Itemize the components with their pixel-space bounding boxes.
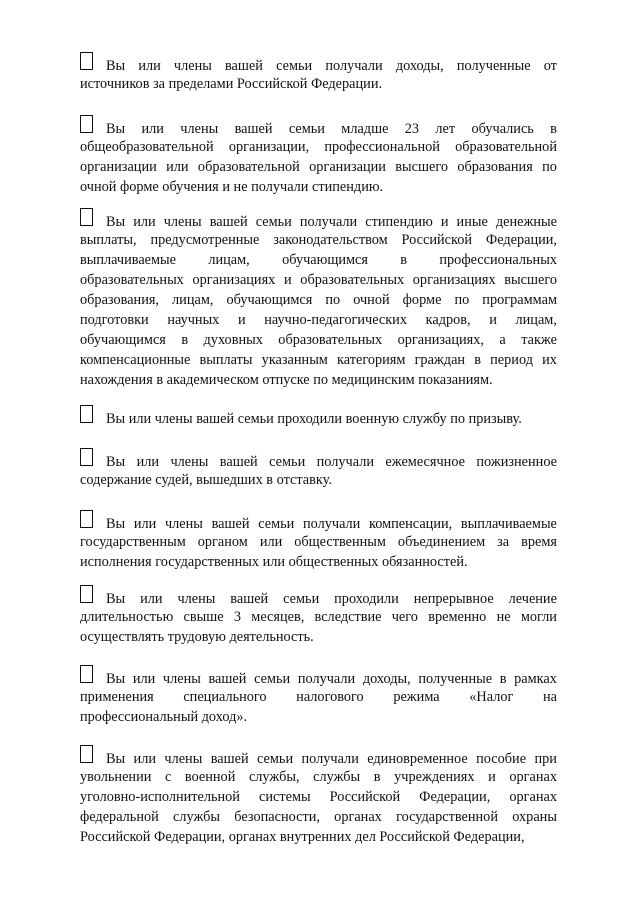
word: получали	[316, 454, 374, 470]
checkbox[interactable]	[80, 510, 93, 528]
word: Федерации,	[485, 232, 557, 248]
word: члены	[164, 751, 203, 767]
item-text: Вы или члены вашей семьи проходили военную службу по призыву.	[106, 411, 522, 427]
word: свыше	[183, 609, 224, 625]
word: лицам,	[515, 312, 557, 328]
word: обучающимся	[80, 332, 166, 348]
word: 23	[404, 121, 420, 137]
item-text-line	[80, 532, 557, 552]
word: вашей	[208, 671, 247, 687]
item-text-line	[80, 687, 557, 707]
item-text-line	[80, 767, 557, 787]
word: Вы	[106, 58, 126, 74]
word: военной	[184, 769, 236, 785]
word: получали	[325, 58, 383, 74]
word: и	[440, 214, 449, 230]
checkbox-item	[80, 448, 557, 490]
word: очной	[353, 292, 390, 308]
word: обучающимся	[226, 292, 313, 308]
word: получали	[302, 516, 361, 532]
word: вследствие	[314, 609, 382, 625]
item-text-line	[80, 270, 557, 290]
word: выплачиваемые	[460, 516, 557, 532]
word: или	[136, 454, 160, 470]
word: ежемесячное	[385, 454, 465, 470]
word: Вы	[106, 671, 126, 687]
item-text-line	[80, 330, 557, 350]
item-text	[106, 514, 557, 534]
word: доходы,	[395, 58, 444, 74]
word: службы	[313, 769, 361, 785]
word: форме	[402, 292, 442, 308]
word: научных	[167, 312, 220, 328]
word: образования	[457, 159, 533, 175]
word: учреждениях	[394, 769, 475, 785]
checkbox[interactable]	[80, 448, 93, 466]
word: рамках	[514, 671, 557, 687]
word: службы,	[248, 769, 300, 785]
word: лицам,	[172, 292, 214, 308]
word: организации	[80, 159, 157, 175]
word: при	[534, 751, 557, 767]
word: высшего	[395, 159, 448, 175]
item-text-line: очной форме обучения и не получали стипендию.	[80, 179, 384, 195]
word: обучающимся	[282, 252, 368, 268]
word: или	[166, 159, 189, 175]
item-text-line	[80, 157, 557, 177]
word: применения	[80, 689, 154, 705]
word: семьи	[257, 751, 294, 767]
checkbox-item	[80, 405, 557, 427]
item-text	[106, 56, 557, 76]
item-text-line	[80, 585, 557, 605]
word: федеральной	[80, 809, 159, 825]
word: месяцев,	[251, 609, 305, 625]
word: временно	[428, 609, 487, 625]
item-text	[106, 589, 557, 609]
word: высшего	[504, 272, 557, 288]
word: категориям	[337, 352, 406, 368]
word: вашей	[219, 454, 258, 470]
item-text-line	[80, 807, 557, 827]
word: от	[543, 58, 557, 74]
word: непрерывное	[413, 591, 494, 607]
item-text-line	[80, 137, 557, 157]
word: компенсационные	[80, 352, 191, 368]
checkbox-item	[80, 115, 557, 197]
word: полученные	[456, 58, 531, 74]
word: выплаты	[199, 352, 253, 368]
word: или	[138, 58, 161, 74]
word: длительностью	[80, 609, 174, 625]
word: режима	[393, 689, 440, 705]
word: члены	[170, 454, 209, 470]
item-text-line: нахождения в академическом отпуске по медицинским показаниям.	[80, 372, 493, 388]
word: денежные	[495, 214, 557, 230]
word: их	[542, 352, 557, 368]
word: лечение	[508, 591, 557, 607]
word: и	[283, 272, 292, 288]
checkbox[interactable]	[80, 585, 93, 603]
word: могли	[520, 609, 557, 625]
word: безопасности,	[234, 809, 320, 825]
word: по	[454, 292, 470, 308]
word: общественным	[294, 534, 386, 550]
word: члены	[164, 516, 203, 532]
word: выплаты,	[80, 232, 137, 248]
checkbox[interactable]	[80, 208, 93, 226]
word: члены	[177, 591, 216, 607]
item-text-line	[80, 665, 557, 685]
item-text-line: профессиональный доход».	[80, 709, 248, 725]
word: системы	[259, 789, 311, 805]
word: профессиональных	[439, 252, 557, 268]
word: специального	[183, 689, 267, 705]
word: Федерации,	[419, 789, 491, 805]
checkbox-item	[80, 585, 557, 647]
word: подготовки	[80, 312, 149, 328]
checkbox-item	[80, 510, 557, 572]
word: вашей	[211, 516, 250, 532]
item-text-line	[80, 230, 557, 250]
word: образования,	[80, 292, 159, 308]
word: образовательной	[197, 159, 300, 175]
word: образовательных	[300, 272, 405, 288]
word: члены	[163, 214, 202, 230]
word: «Налог	[469, 689, 514, 705]
checkbox-item	[80, 745, 557, 847]
checkbox[interactable]	[80, 405, 93, 423]
word: налогового	[296, 689, 364, 705]
checkbox-item	[80, 208, 557, 390]
word: в	[550, 121, 557, 137]
word: по	[542, 159, 557, 175]
item-text	[106, 669, 557, 689]
word: вашей	[210, 751, 249, 767]
item-text-line	[80, 448, 557, 468]
word: уголовно-исполнительной	[80, 789, 240, 805]
word: охраны	[512, 809, 557, 825]
word: организации,	[228, 139, 310, 155]
word: государственной	[396, 809, 498, 825]
word: или	[141, 121, 164, 137]
word: или	[133, 516, 157, 532]
word: образовательной	[455, 139, 557, 155]
word: также	[521, 332, 557, 348]
word: или	[133, 751, 156, 767]
item-text	[106, 749, 557, 769]
word: предусмотренные	[150, 232, 260, 248]
item-text	[106, 212, 557, 232]
word: Российской	[329, 789, 401, 805]
word: органом	[197, 534, 248, 550]
word: с	[164, 769, 172, 785]
word: в	[400, 252, 408, 268]
word: кадров,	[425, 312, 471, 328]
word: пожизненное	[476, 454, 557, 470]
item-text	[106, 452, 557, 472]
word: компенсации,	[369, 516, 453, 532]
word: граждан	[414, 352, 466, 368]
item-text-line	[80, 208, 557, 228]
word: семьи	[258, 516, 295, 532]
word: выплачиваемые	[80, 252, 177, 268]
word: младше	[341, 121, 389, 137]
word: семьи	[276, 58, 313, 74]
word: на	[542, 689, 557, 705]
word: органах	[509, 789, 557, 805]
word: Вы	[106, 516, 126, 532]
word: лет	[435, 121, 456, 137]
word: проходили	[334, 591, 399, 607]
word: программам	[482, 292, 557, 308]
word: или	[133, 214, 156, 230]
word: указанным	[261, 352, 328, 368]
word: семьи	[255, 214, 292, 230]
word: и	[488, 769, 496, 785]
word: по	[325, 292, 341, 308]
word: Российской	[401, 232, 473, 248]
word: семьи	[254, 671, 291, 687]
item-text-line: исполнения государственных или общественных обязанностей.	[80, 554, 468, 570]
item-text-line	[80, 405, 557, 425]
word: вашей	[225, 58, 263, 74]
item-text-line	[80, 290, 557, 310]
word: образовательных	[278, 332, 383, 348]
word: иные	[456, 214, 488, 230]
word: чего	[391, 609, 418, 625]
word: службы	[173, 809, 221, 825]
word: 3	[233, 609, 242, 625]
item-text-line	[80, 115, 557, 135]
item-text-line	[80, 607, 557, 627]
word: стипендию	[365, 214, 433, 230]
word: в	[373, 769, 381, 785]
checkbox-item	[80, 665, 557, 727]
checkbox[interactable]	[80, 665, 93, 683]
item-text-line: осуществлять трудовую деятельность.	[80, 629, 314, 645]
item-text-line	[80, 310, 557, 330]
word: в	[181, 332, 189, 348]
word: семьи	[288, 121, 325, 137]
word: образовательных	[80, 272, 184, 288]
word: пособие	[476, 751, 527, 767]
word: единовременное	[367, 751, 468, 767]
word: в	[474, 352, 481, 368]
item-text	[106, 119, 557, 139]
word: вашей	[234, 121, 273, 137]
word: члены	[180, 121, 219, 137]
word: семьи	[283, 591, 320, 607]
word: профессиональной	[324, 139, 440, 155]
item-text-line: Российской Федерации, органах внутренних дел Российской Федерации,	[80, 829, 525, 845]
word: семьи	[269, 454, 306, 470]
word: получали	[297, 671, 356, 687]
item-text-line	[80, 787, 557, 807]
checkbox[interactable]	[80, 115, 93, 133]
word: обучались	[471, 121, 534, 137]
word: объединением	[397, 534, 486, 550]
word: организации	[309, 159, 386, 175]
word: или	[132, 671, 156, 687]
word: организациях	[412, 272, 496, 288]
word: Вы	[106, 751, 126, 767]
word: Вы	[106, 121, 126, 137]
word: и	[489, 312, 497, 328]
item-text-line	[80, 745, 557, 765]
word: и	[237, 312, 246, 328]
word: период	[490, 352, 533, 368]
word: организациях,	[397, 332, 484, 348]
checkbox-item	[80, 52, 557, 94]
word: в	[499, 671, 507, 687]
word: научно-педагогических	[264, 312, 407, 328]
word: полученные	[418, 671, 493, 687]
word: общеобразовательной	[80, 139, 214, 155]
word: законодательством	[273, 232, 388, 248]
item-text-line: содержание судей, вышедших в отставку.	[80, 472, 332, 488]
item-text-line	[80, 250, 557, 270]
word: увольнении	[80, 769, 152, 785]
word: организациях	[192, 272, 276, 288]
word: доходы,	[362, 671, 411, 687]
word: лицам,	[208, 252, 250, 268]
word: Вы	[106, 454, 126, 470]
word: получали	[299, 214, 358, 230]
word: государственным	[80, 534, 186, 550]
word: или	[259, 534, 283, 550]
item-text-line	[80, 52, 557, 72]
checkbox[interactable]	[80, 745, 93, 763]
checkbox[interactable]	[80, 52, 93, 70]
word: Вы	[106, 214, 126, 230]
word: вашей	[230, 591, 269, 607]
word: органах	[334, 809, 382, 825]
word: а	[499, 332, 506, 348]
item-text-line	[80, 510, 557, 530]
word: за	[497, 534, 510, 550]
word: органах	[509, 769, 557, 785]
word: или	[140, 591, 163, 607]
word: члены	[173, 58, 212, 74]
item-text-line	[80, 350, 557, 370]
word: не	[496, 609, 511, 625]
word: члены	[162, 671, 201, 687]
word: Вы	[106, 591, 126, 607]
word: получали	[301, 751, 359, 767]
word: вашей	[209, 214, 248, 230]
item-text-line: источников за пределами Российской Федерации.	[80, 76, 383, 92]
word: время	[521, 534, 557, 550]
word: духовных	[203, 332, 263, 348]
